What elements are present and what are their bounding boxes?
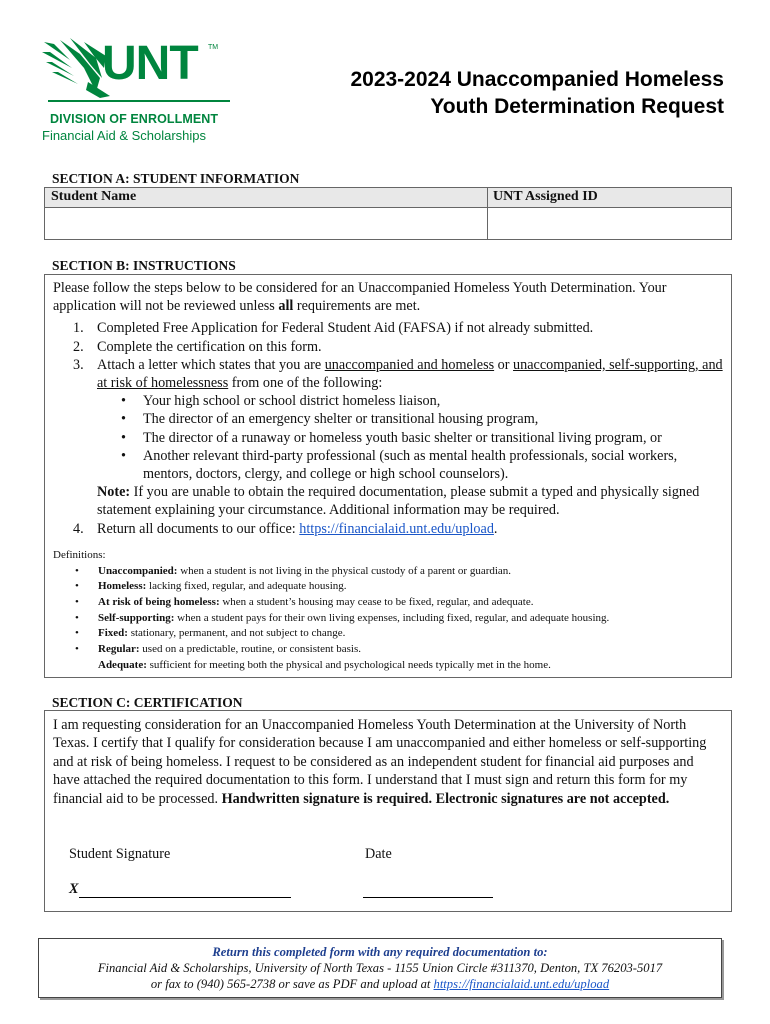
definition-item <box>53 595 725 611</box>
definition-text: when a student pays for their own living expenses, including fixed, regular, and adequate housing. <box>174 611 610 624</box>
step-text: from one of the following: <box>228 375 383 392</box>
definition-term: At risk of being homeless: <box>98 595 220 608</box>
upload-link[interactable]: https://financialaid.unt.edu/upload <box>299 520 494 537</box>
definition-item <box>53 642 725 658</box>
intro-text-1: Please follow the steps below to be considered for an Unaccompanied Homeless Youth Determination. Your application will not be reviewed unless <box>53 280 667 315</box>
step-text: Return all documents to our office: <box>97 520 300 537</box>
certification-box <box>44 710 732 912</box>
definition-item <box>53 626 725 642</box>
step-text: . <box>493 520 498 537</box>
definition-item <box>53 658 725 674</box>
footer-fax-text: or fax to (940) 565-2738 or save as PDF and upload at <box>150 977 434 991</box>
definition-text: lacking fixed, regular, and adequate housing. <box>146 580 347 593</box>
step-number: 3. <box>73 356 84 373</box>
underlined-term: unaccompanied and homeless <box>324 356 495 373</box>
instructions-intro <box>53 279 725 315</box>
bullet-icon: • <box>75 564 79 577</box>
bullet-icon: • <box>75 611 79 624</box>
return-instructions-box <box>38 938 722 998</box>
step-4 <box>53 520 725 538</box>
list-item <box>53 447 725 483</box>
definition-item <box>53 611 725 627</box>
definitions <box>53 548 725 674</box>
definitions-label: Definitions: <box>53 548 106 561</box>
intro-text-2: requirements are met. <box>293 298 421 315</box>
note-text: If you are unable to obtain the required documentation, please submit a typed and physically signed statement explaining your circumstance. Additional information may be required. <box>97 484 700 519</box>
bullet-icon: • <box>121 447 126 464</box>
step-number: 4. <box>73 520 84 537</box>
definition-term: Regular: <box>98 643 140 656</box>
bullet-text: The director of an emergency shelter or transitional housing program, <box>143 411 539 428</box>
definition-term: Homeless: <box>98 580 147 593</box>
definition-term: Unaccompanied: <box>98 564 178 577</box>
date-label: Date <box>365 846 392 862</box>
definition-text: stationary, permanent, and not subject to change. <box>127 627 346 640</box>
intro-bold: all <box>278 298 294 315</box>
certification-bold: Handwritten signature is required. Electronic signatures are not accepted. <box>221 790 670 807</box>
step-number: 2. <box>73 338 84 355</box>
section-a-heading: SECTION A: STUDENT INFORMATION <box>52 171 300 186</box>
certification-body: I am requesting consideration for an Unaccompanied Homeless Youth Determination at the University of North Texas. I certify that I qualify for consideration because I am unaccompanied and either homeless or self-supporting and at risk of being homeless. I request to be considered as an independent student for financial aid purposes and have attached the required documentation to this form. I understand that I must sign and return this form for my financial aid to be processed. <box>53 717 707 807</box>
signature-line[interactable] <box>79 897 291 898</box>
definition-item <box>53 579 725 595</box>
footer-address: Financial Aid & Scholarships, University of North Texas - 1155 Union Circle #311370, Denton, TX 76203-5017 <box>97 961 663 975</box>
step-3 <box>53 356 725 392</box>
student-info-header-row <box>45 188 731 208</box>
definition-term: Fixed: <box>98 627 128 640</box>
student-name-header: Student Name <box>51 189 137 204</box>
footer-heading: Return this completed form with any required documentation to: <box>212 945 548 959</box>
section-c-heading: SECTION C: CERTIFICATION <box>52 695 243 710</box>
definition-term: Self-supporting: <box>98 611 175 624</box>
list-item <box>53 392 725 410</box>
instructions-box <box>44 274 732 678</box>
bullet-icon: • <box>75 627 79 640</box>
bullet-icon: • <box>75 595 79 608</box>
definition-text: sufficient for meeting both the physical and psychological needs typically met in the home. <box>146 658 551 671</box>
underlined-term: unaccompanied, self-supporting, and at risk of homelessness <box>97 356 723 392</box>
column-divider <box>487 188 488 239</box>
note <box>53 483 725 519</box>
definition-text: used on a predictable, routine, or consistent basis. <box>139 643 362 656</box>
student-signature-label: Student Signature <box>69 846 171 862</box>
certification-text <box>53 716 723 808</box>
bullet-text: Your high school or school district homeless liaison, <box>143 393 441 410</box>
unt-id-field[interactable] <box>493 210 723 236</box>
bullet-icon: • <box>75 580 79 593</box>
step-text: or <box>494 356 514 373</box>
step-2 <box>53 338 725 356</box>
bullet-icon: • <box>121 429 126 446</box>
step-text: Completed Free Application for Federal Student Aid (FAFSA) if not already submitted. <box>97 320 594 337</box>
list-item <box>53 429 725 447</box>
footer-fax-line <box>39 976 721 992</box>
bullet-icon: • <box>121 411 126 428</box>
bullet-icon: • <box>121 393 126 410</box>
definition-text: when a student’s housing may cease to be fixed, regular, and adequate. <box>219 595 534 608</box>
student-name-field[interactable] <box>49 210 479 236</box>
step-text: Complete the certification on this form. <box>97 338 322 355</box>
section-b-heading: SECTION B: INSTRUCTIONS <box>52 258 236 273</box>
logo-rule <box>48 100 230 102</box>
note-label: Note: <box>97 484 131 501</box>
definition-item <box>53 564 725 580</box>
logo-division: DIVISION OF ENROLLMENT <box>50 112 219 126</box>
bullet-icon: • <box>75 643 79 656</box>
step-text: Attach a letter which states that you are <box>97 356 325 373</box>
unt-logo <box>40 38 240 146</box>
logo-wordmark: UNT <box>102 37 198 90</box>
footer-upload-link[interactable]: https://financialaid.unt.edu/upload <box>433 977 610 991</box>
student-info-table <box>44 187 732 240</box>
title-line-1: 2023-2024 Unaccompanied Homeless <box>350 68 724 91</box>
unt-id-header: UNT Assigned ID <box>493 189 598 204</box>
step-1 <box>53 319 725 337</box>
list-item <box>53 410 725 428</box>
title-line-2: Youth Determination Request <box>430 95 724 118</box>
definition-text: when a student is not living in the physical custody of a parent or guardian. <box>177 564 512 577</box>
page-title <box>350 66 724 120</box>
bullet-text: The director of a runaway or homeless youth basic shelter or transitional living program, or <box>143 429 662 446</box>
logo-department: Financial Aid & Scholarships <box>42 128 207 143</box>
step-number: 1. <box>73 320 84 337</box>
date-line[interactable] <box>363 897 493 898</box>
bullet-text: Another relevant third-party professional (such as mental health professionals, social workers, mentors, doctors, clergy, and college or high school counselors). <box>143 447 678 483</box>
trademark-symbol: TM <box>208 44 219 51</box>
definition-term: Adequate: <box>98 658 147 671</box>
signature-x-mark: X <box>69 881 79 897</box>
